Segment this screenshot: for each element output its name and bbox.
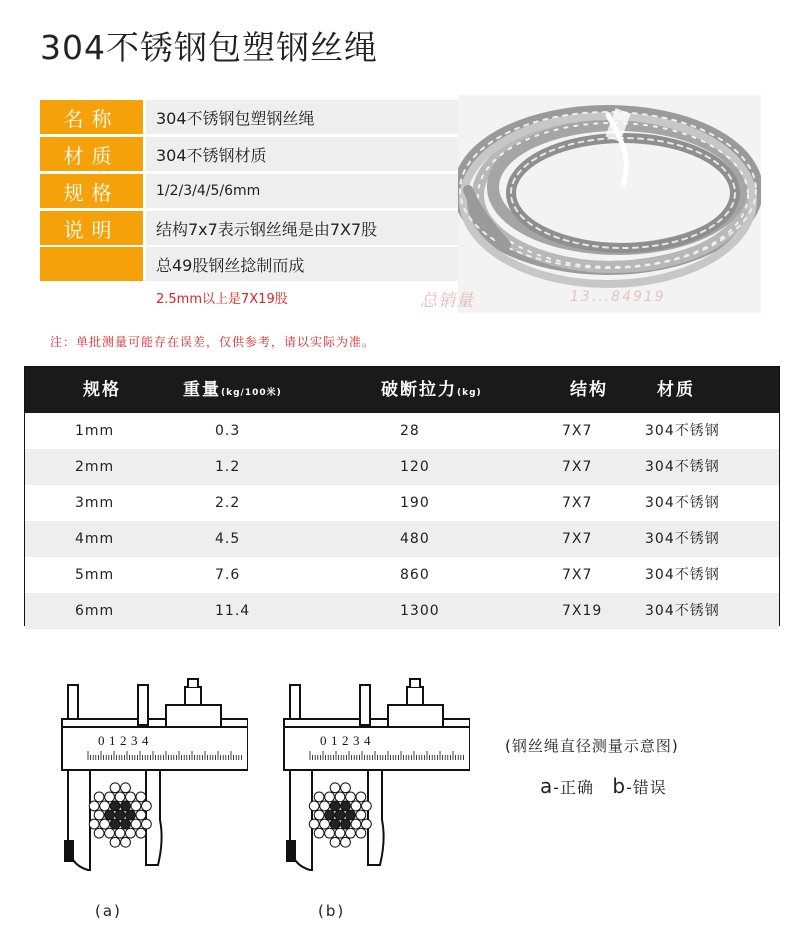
cell-material: 304不锈钢 — [645, 531, 720, 547]
cell-weight: 4.5 — [215, 531, 241, 547]
cell-structure: 7X7 — [562, 495, 593, 511]
caliper-scale-label: 4 — [364, 733, 371, 748]
cell-structure: 7X7 — [562, 531, 593, 547]
spec-row-desc-cont — [40, 247, 459, 281]
watermark-number: 13...84919 — [570, 289, 666, 305]
cell-structure: 7X19 — [562, 603, 603, 619]
caliper-scale-label: 0 — [320, 733, 327, 748]
spec-row-desc — [40, 211, 459, 245]
caliper-scale-label: 1 — [109, 733, 116, 748]
spec-label — [40, 247, 143, 281]
cell-material: 304不锈钢 — [645, 423, 720, 439]
cell-force: 120 — [400, 459, 430, 475]
table-body — [25, 413, 779, 629]
cell-weight: 7.6 — [215, 567, 241, 583]
cell-spec: 4mm — [75, 531, 115, 547]
cell-spec: 6mm — [75, 603, 115, 619]
header-force-label: 破断拉力 — [381, 380, 457, 400]
caliper-scale-label: 3 — [353, 733, 360, 748]
spec-value: 1/2/3/4/5/6mm — [146, 174, 459, 208]
cell-spec: 1mm — [75, 423, 115, 439]
spec-table — [24, 366, 780, 626]
header-force-unit: (kg) — [457, 388, 482, 398]
table-row — [25, 485, 779, 521]
diagram-title: (钢丝绳直径测量示意图) — [505, 737, 679, 755]
disclaimer-note: 注：单批测量可能存在误差，仅供参考，请以实际为准。 — [50, 335, 376, 349]
cell-structure: 7X7 — [562, 459, 593, 475]
cell-weight: 1.2 — [215, 459, 241, 475]
spec-value: 304不锈钢材质 — [146, 137, 459, 171]
cell-spec: 5mm — [75, 567, 115, 583]
caliper-wrong — [270, 665, 470, 890]
table-header — [25, 367, 779, 413]
cell-spec: 3mm — [75, 495, 115, 511]
cell-material: 304不锈钢 — [645, 495, 720, 511]
cell-weight: 11.4 — [215, 603, 251, 619]
cell-material: 304不锈钢 — [645, 459, 720, 475]
cell-force: 480 — [400, 531, 430, 547]
spec-note: 2.5mm以上是7X19股 — [156, 292, 288, 307]
caption-a: (a) — [95, 902, 122, 920]
watermark: 总销量 — [420, 291, 474, 311]
spec-value: 总49股钢丝捻制而成 — [146, 247, 459, 281]
cell-structure: 7X7 — [562, 423, 593, 439]
cell-force: 190 — [400, 495, 430, 511]
page-title: 304不锈钢包塑钢丝绳 — [40, 28, 378, 67]
cell-material: 304不锈钢 — [645, 603, 720, 619]
table-row — [25, 593, 779, 629]
caliper-correct — [48, 665, 248, 890]
legend-a-text: -正确 — [553, 778, 595, 797]
table-row — [25, 449, 779, 485]
spec-label: 说明 — [40, 211, 143, 245]
spec-row-size — [40, 174, 459, 208]
header-material: 材质 — [657, 380, 695, 400]
spec-label: 规格 — [40, 174, 143, 208]
cell-weight: 0.3 — [215, 423, 241, 439]
legend-b-text: -错误 — [626, 778, 667, 797]
cell-weight: 2.2 — [215, 495, 241, 511]
header-weight-label: 重量 — [183, 380, 221, 400]
cell-force: 28 — [400, 423, 420, 439]
header-weight — [183, 367, 282, 413]
cell-spec: 2mm — [75, 459, 115, 475]
spec-value: 结构7x7表示钢丝绳是由7X7股 — [146, 211, 459, 245]
spec-label: 材质 — [40, 137, 143, 171]
caliper-scale-label: 2 — [342, 733, 349, 748]
spec-value: 304不锈钢包塑钢丝绳 — [146, 100, 459, 134]
cell-force: 860 — [400, 567, 430, 583]
spec-row-material — [40, 137, 459, 171]
caption-b: (b) — [318, 902, 346, 920]
legend-b-letter: b — [612, 774, 627, 798]
legend-a-letter: a — [540, 774, 554, 798]
caliper-scale-label: 0 — [98, 733, 105, 748]
cell-material: 304不锈钢 — [645, 567, 720, 583]
header-structure: 结构 — [570, 380, 608, 400]
cell-structure: 7X7 — [562, 567, 593, 583]
table-row — [25, 521, 779, 557]
header-weight-unit: (kg/100米) — [221, 388, 282, 398]
caliper-scale-label: 4 — [142, 733, 149, 748]
caliper-scale-label: 2 — [120, 733, 127, 748]
table-row — [25, 413, 779, 449]
header-force — [381, 367, 482, 413]
diagram-legend — [540, 774, 667, 798]
caliper-scale-label: 3 — [131, 733, 138, 748]
wire-rope-photo — [458, 95, 761, 313]
caliper-scale-label: 1 — [331, 733, 338, 748]
table-row — [25, 557, 779, 593]
cell-force: 1300 — [400, 603, 440, 619]
header-spec: 规格 — [83, 380, 121, 400]
spec-row-name — [40, 100, 459, 134]
spec-label: 名称 — [40, 100, 143, 134]
